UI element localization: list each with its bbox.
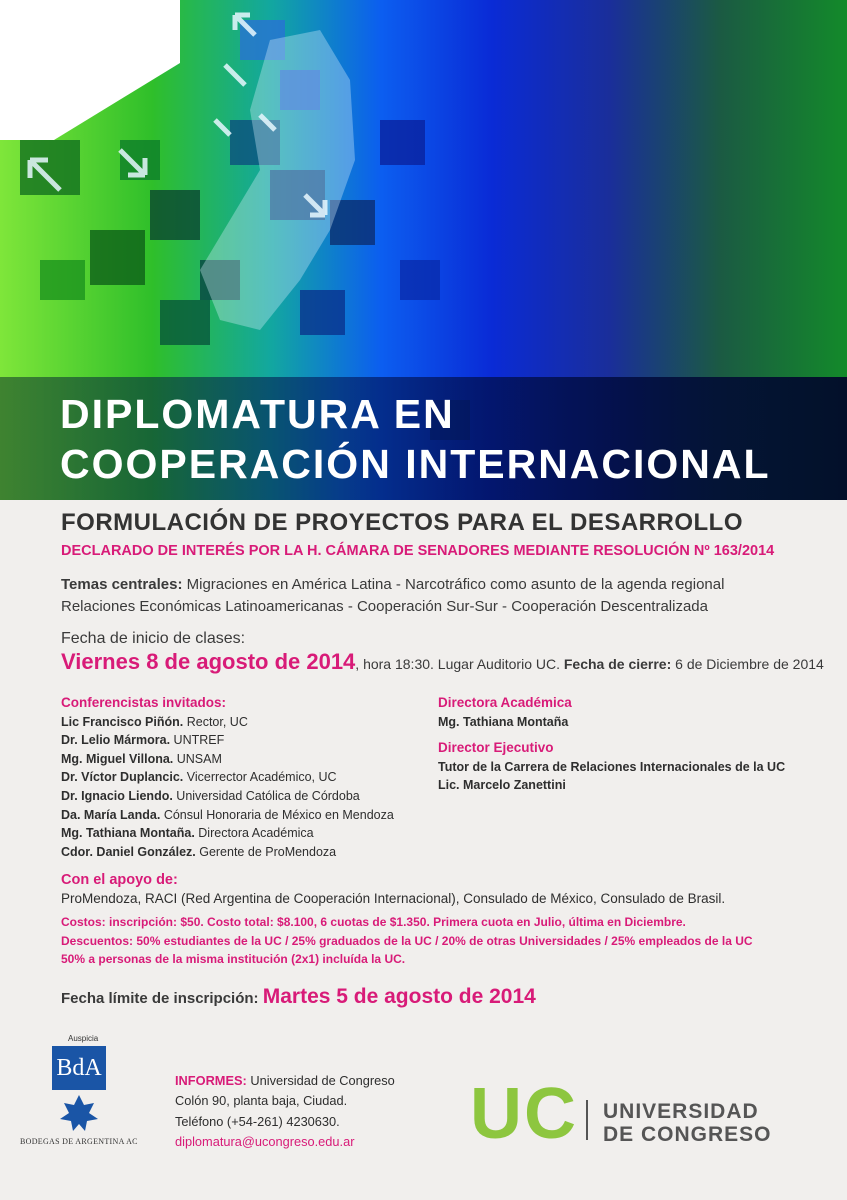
directora-name: Mg. Tathiana Montaña bbox=[438, 714, 569, 729]
uc-logo-divider bbox=[586, 1100, 588, 1140]
list-item: Da. María Landa. Cónsul Honoraria de México en Mendoza bbox=[61, 807, 394, 822]
conferencistas-heading: Conferencistas invitados: bbox=[61, 695, 227, 710]
costos-line-1: Costos: inscripción: $50. Costo total: $8.100, 6 cuotas de $1.350. Primera cuota en Julio, última en Diciembre. bbox=[61, 915, 686, 929]
director-line-2: Lic. Marcelo Zanettini bbox=[438, 778, 566, 793]
hero-graphic bbox=[0, 0, 847, 500]
fecha-details: , hora 18:30. Lugar Auditorio UC. bbox=[355, 656, 560, 672]
costos-block bbox=[61, 913, 753, 969]
director-line-1: Tutor de la Carrera de Relaciones Internacionales de la UC bbox=[438, 759, 786, 774]
informes-block bbox=[175, 1071, 395, 1152]
directora-heading: Directora Académica bbox=[438, 695, 572, 710]
informes-line-2: Colón 90, planta baja, Ciudad. bbox=[175, 1093, 348, 1109]
fecha-cierre-value: 6 de Diciembre de 2014 bbox=[671, 656, 824, 672]
title-line-2: COOPERACIÓN INTERNACIONAL bbox=[60, 441, 771, 487]
fecha-limite-label: Fecha límite de inscripción: bbox=[61, 990, 259, 1007]
bodegas-org: BODEGAS DE ARGENTINA AC bbox=[20, 1137, 138, 1146]
uc-name-line-2: DE CONGRESO bbox=[603, 1123, 772, 1146]
declared-interest: DECLARADO DE INTERÉS POR LA H. CÁMARA DE SENADORES MEDIANTE RESOLUCIÓN Nº 163/2014 bbox=[61, 543, 775, 559]
list-item: Lic Francisco Piñón. Rector, UC bbox=[61, 714, 248, 729]
temas-line-2: Relaciones Económicas Latinoamericanas - Cooperación Sur-Sur - Cooperación Descentralizada bbox=[61, 598, 708, 615]
list-item: Mg. Tathiana Montaña. Directora Académica bbox=[61, 826, 314, 841]
costos-line-3: 50% a personas de la misma institución (2x1) incluída la UC. bbox=[61, 952, 406, 966]
fecha-limite-date: Martes 5 de agosto de 2014 bbox=[262, 985, 536, 1008]
informes-email[interactable]: diplomatura@ucongreso.edu.ar bbox=[175, 1133, 355, 1149]
apoyo-heading: Con el apoyo de: bbox=[61, 872, 178, 888]
subtitle: FORMULACIÓN DE PROYECTOS PARA EL DESARROLLO bbox=[61, 509, 743, 536]
auspicia-label: Auspicia bbox=[68, 1034, 99, 1043]
fecha-row bbox=[61, 649, 824, 675]
directora-block bbox=[438, 694, 572, 731]
informes-line-3: Teléfono (+54-261) 4230630. bbox=[175, 1113, 340, 1129]
fecha-limite bbox=[61, 985, 536, 1009]
fecha-inicio-label: Fecha de inicio de clases: bbox=[61, 630, 246, 647]
temas-line-1: Migraciones en América Latina - Narcotráfico como asunto de la agenda regional bbox=[182, 576, 725, 593]
conferencistas-list bbox=[61, 694, 394, 861]
informes-label: INFORMES: bbox=[175, 1073, 247, 1088]
director-heading: Director Ejecutivo bbox=[438, 740, 554, 755]
fecha-inicio-date: Viernes 8 de agosto de 2014 bbox=[61, 649, 356, 674]
informes-line-1: Universidad de Congreso bbox=[246, 1073, 395, 1088]
uc-logo-name bbox=[603, 1100, 772, 1146]
uc-name-line-1: UNIVERSIDAD bbox=[603, 1100, 759, 1123]
temas-label: Temas centrales: bbox=[61, 576, 183, 593]
list-item: Mg. Miguel Villona. UNSAM bbox=[61, 751, 222, 766]
list-item: Dr. Víctor Duplancic. Vicerrector Académico, UC bbox=[61, 770, 337, 785]
fecha-cierre-label: Fecha de cierre: bbox=[559, 656, 672, 672]
director-block bbox=[438, 739, 785, 795]
uc-logo-abbr: UC bbox=[470, 1074, 578, 1154]
leaf-icon bbox=[58, 1093, 100, 1133]
apoyo-text: ProMendoza, RACI (Red Argentina de Cooperación Internacional), Consulado de México, Consulado de Brasil. bbox=[61, 891, 726, 906]
list-item: Cdor. Daniel González. Gerente de ProMendoza bbox=[61, 844, 337, 859]
costos-line-2: Descuentos: 50% estudiantes de la UC / 25% graduados de la UC / 20% de otras Universidades / 25% empleados de la UC bbox=[61, 933, 753, 948]
temas-centrales bbox=[61, 574, 724, 618]
bodegas-logo: BdA bbox=[52, 1046, 106, 1090]
list-item: Dr. Ignacio Liendo. Universidad Católica de Córdoba bbox=[61, 788, 360, 803]
list-item: Dr. Lelio Mármora. UNTREF bbox=[61, 733, 225, 748]
title-line-1: DIPLOMATURA EN bbox=[60, 391, 455, 437]
